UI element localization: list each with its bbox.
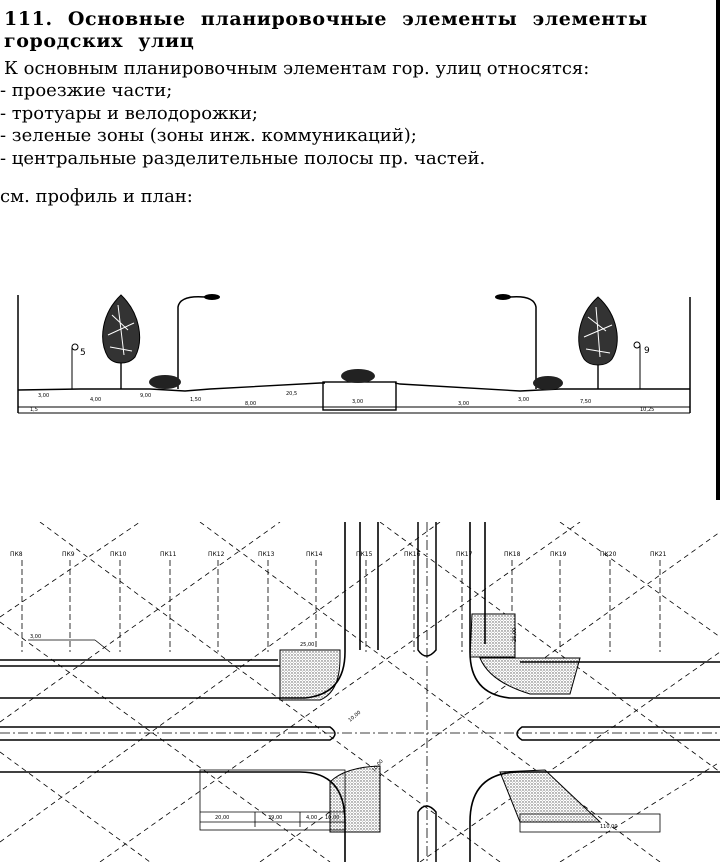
plan-dim: 10,00 bbox=[325, 815, 340, 821]
profile-label: 7,50 bbox=[580, 399, 592, 405]
profile-label: 4,00 bbox=[90, 397, 102, 403]
pk-label: ПК21 bbox=[650, 551, 667, 558]
profile-label: 3,00 bbox=[38, 393, 50, 399]
pk-label: ПК12 bbox=[208, 551, 225, 558]
plan-dim: 10,00 bbox=[370, 758, 385, 774]
profile-label: 8,00 bbox=[245, 401, 257, 407]
pk-label: ПК9 bbox=[62, 551, 75, 558]
pk-label: ПК14 bbox=[306, 551, 323, 558]
median-island-left bbox=[0, 727, 335, 740]
tree-icon-right bbox=[579, 297, 618, 365]
profile-label: 3,00 bbox=[458, 401, 470, 407]
profile-label: 1,5 bbox=[30, 407, 38, 413]
pk-label: ПК10 bbox=[110, 551, 127, 558]
scan-edge bbox=[716, 0, 720, 500]
profile-label: 9 bbox=[644, 346, 650, 356]
list-item: - зеленые зоны (зоны инж. коммуникаций); bbox=[0, 125, 417, 146]
shrub-icon-right bbox=[533, 376, 563, 390]
pk-label: ПК8 bbox=[10, 551, 23, 558]
page-title: 111. Основные планировочные элементы элементы городских улиц bbox=[4, 8, 648, 52]
lamp-head-right bbox=[495, 294, 511, 300]
list-item: - проезжие части; bbox=[0, 80, 173, 101]
plan-dim: 10,00 bbox=[347, 709, 363, 724]
pk-label: ПК20 bbox=[600, 551, 617, 558]
pk-label: ПК11 bbox=[160, 551, 177, 558]
profile-label: 3,00 bbox=[518, 397, 530, 403]
street-profile-drawing bbox=[0, 285, 720, 425]
street-lamp-left bbox=[178, 297, 205, 389]
shrub-icon-left bbox=[149, 375, 181, 389]
profile-label: 3,00 bbox=[352, 399, 364, 405]
plan-dim: 3,00 bbox=[30, 634, 42, 640]
plan-dim: 25,00 bbox=[300, 642, 315, 648]
pk-label: ПК18 bbox=[504, 551, 521, 558]
sidewalk-zones bbox=[280, 614, 600, 832]
plan-dim: 20,00 bbox=[215, 815, 230, 821]
plan-dim: 110,00 bbox=[600, 824, 618, 830]
plan-dim: 4,00 bbox=[306, 815, 318, 821]
pk-label: ПК16 bbox=[404, 551, 421, 558]
shrub-icon-median bbox=[341, 369, 375, 383]
tree-icon-left bbox=[103, 295, 140, 363]
profile-label: 20,5 bbox=[286, 391, 298, 397]
pole-head-left bbox=[72, 344, 78, 350]
plan-dim: 26,00 bbox=[512, 627, 518, 642]
pk-labels bbox=[10, 551, 667, 558]
pk-label: ПК17 bbox=[456, 551, 473, 558]
profile-label: 5 bbox=[80, 348, 86, 358]
median-block bbox=[323, 382, 396, 410]
pk-label: ПК15 bbox=[356, 551, 373, 558]
median-island-right bbox=[517, 727, 720, 740]
elements-list bbox=[0, 80, 485, 170]
list-item: - тротуары и велодорожки; bbox=[0, 102, 258, 124]
pole-head-right bbox=[634, 342, 640, 348]
plan-dim: 39,00 bbox=[268, 815, 283, 821]
profile-label: 1,50 bbox=[190, 397, 202, 403]
intersection-plan-drawing bbox=[0, 522, 720, 862]
intro-text: К основным планировочным элементам гор. улиц относятся: bbox=[4, 58, 590, 79]
profile-label: 9,00 bbox=[140, 393, 152, 399]
street-lamp-right bbox=[510, 297, 536, 389]
lamp-head-left bbox=[204, 294, 220, 300]
list-item: - центральные разделительные полосы пр. частей. bbox=[0, 147, 486, 169]
see-profile-plan-text: см. профиль и план: bbox=[0, 186, 193, 207]
pk-label: ПК13 bbox=[258, 551, 275, 558]
profile-label: 10,25 bbox=[640, 407, 655, 413]
pk-label: ПК19 bbox=[550, 551, 567, 558]
